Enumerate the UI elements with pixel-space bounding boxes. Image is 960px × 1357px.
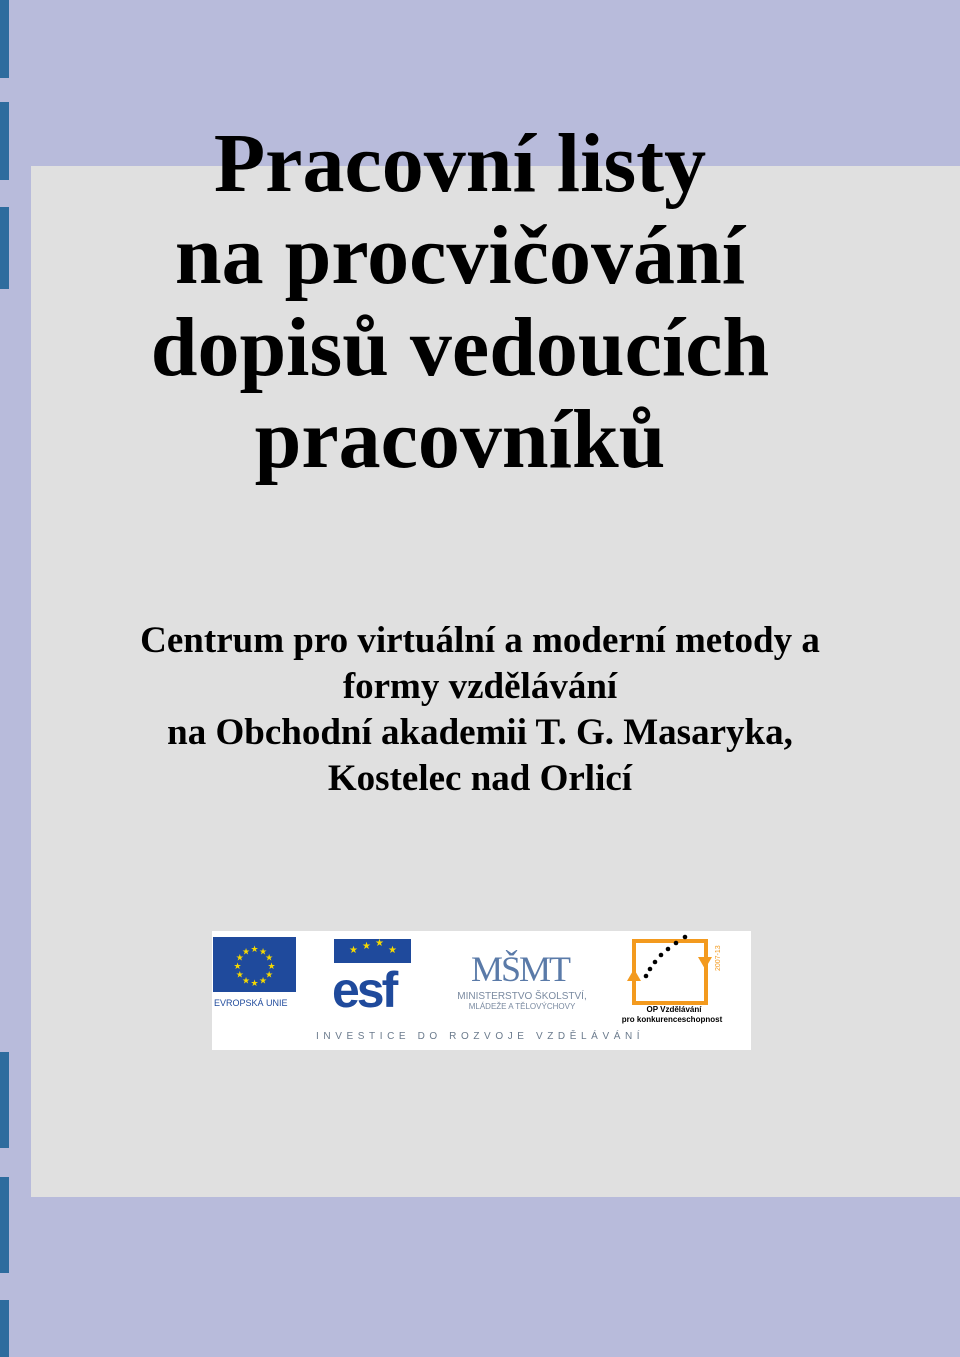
svg-text:★: ★ [241, 947, 251, 958]
edge-marker [0, 1177, 9, 1273]
title-line: na procvičování [174, 209, 746, 302]
esf-logo-icon [334, 938, 411, 963]
document-subtitle [0, 618, 960, 802]
op-line-2: pro konkurenceschopnost [621, 1015, 723, 1024]
title-line: dopisů vedoucích [150, 301, 770, 394]
subtitle-line: formy vzdělávání [342, 666, 618, 707]
svg-text:★: ★ [250, 945, 259, 955]
svg-text:★: ★ [233, 962, 242, 972]
svg-text:★: ★ [265, 953, 274, 964]
eu-label: EVROPSKÁ UNIE [214, 998, 288, 1008]
svg-text:★: ★ [375, 938, 384, 949]
op-years: 2007-13 [715, 945, 722, 971]
edge-marker [0, 0, 9, 78]
svg-text:★: ★ [265, 970, 274, 981]
svg-text:★: ★ [362, 941, 371, 952]
svg-text:★: ★ [258, 976, 268, 987]
edge-marker [0, 1300, 9, 1357]
msmt-logo: MŠMT [470, 949, 570, 989]
ministry-line-2: MLÁDEŽE A TĚLOVÝCHOVY [468, 1002, 576, 1011]
title-line: Pracovní listy [213, 117, 707, 210]
svg-text:★: ★ [241, 976, 251, 987]
subtitle-line: Centrum pro virtuální a moderní metody a [140, 620, 820, 661]
subtitle-line: Kostelec nad Orlicí [327, 758, 633, 799]
edge-marker [0, 1052, 9, 1148]
svg-text:★: ★ [267, 962, 276, 972]
document-title [0, 118, 920, 486]
svg-text:★: ★ [235, 953, 244, 964]
svg-text:★: ★ [250, 979, 259, 989]
esf-label: esf [332, 962, 396, 1018]
svg-text:★: ★ [349, 945, 358, 956]
tagline: INVESTICE DO ROZVOJE VZDĚLÁVÁNÍ [316, 1031, 645, 1042]
title-line: pracovníků [254, 393, 666, 486]
svg-text:★: ★ [235, 970, 244, 981]
funding-logos [212, 931, 751, 1050]
svg-text:★: ★ [258, 947, 268, 958]
op-line-1: OP Vzdělávání [646, 1005, 702, 1014]
svg-text:★: ★ [388, 945, 397, 956]
op-vzdelavani-icon [627, 935, 712, 1003]
eu-flag-icon [213, 937, 296, 992]
subtitle-line: na Obchodní akademii T. G. Masaryka, [167, 712, 793, 753]
ministry-line-1: MINISTERSTVO ŠKOLSTVÍ, [457, 991, 587, 1002]
